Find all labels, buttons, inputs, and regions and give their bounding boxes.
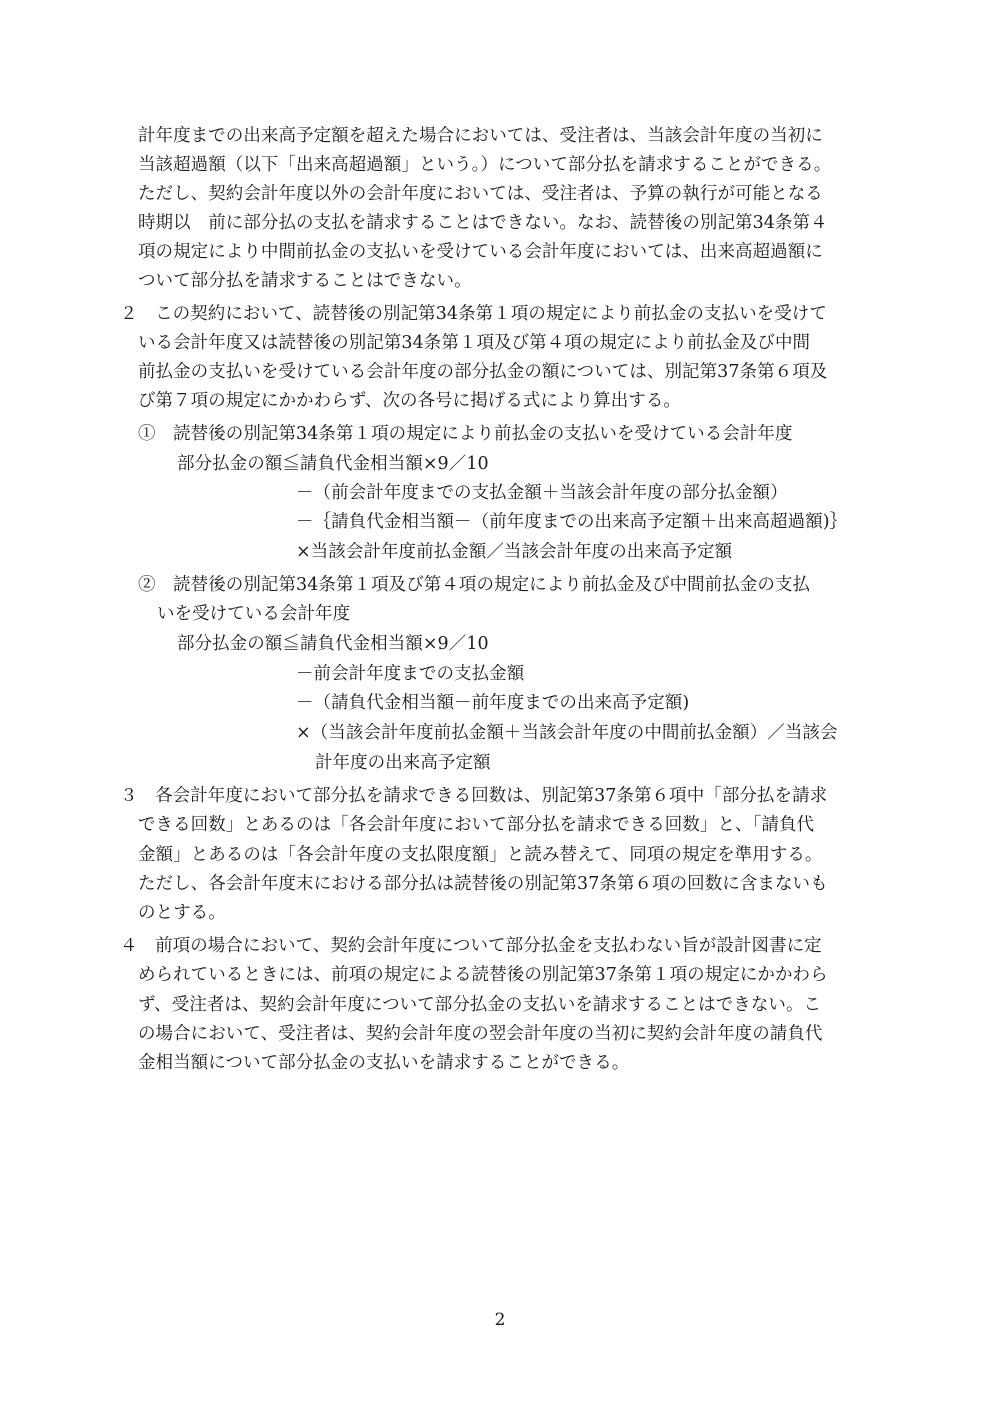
formula-line: 計年度の出来高予定額 bbox=[315, 753, 491, 773]
formula-line: －（請負代金相当額－前年度までの出来高予定額) bbox=[296, 693, 690, 713]
paragraph-line: 時期以 前に部分払の支払を請求することはできない。なお、読替後の別記第34条第４ bbox=[138, 213, 828, 233]
clause-2-heading-line: ２ この契約において、読替後の別記第34条第１項の規定により前払金の支払いを受けて bbox=[120, 304, 827, 324]
paragraph-line: 金相当額について部分払金の支払いを請求することができる。 bbox=[138, 1053, 630, 1073]
paragraph-line: 当該超過額（以下「出来高超過額」という。）について部分払を請求することができる。 bbox=[138, 155, 832, 175]
paragraph-line: ず、受注者は、契約会計年度について部分払金の支払いを請求することはできない。こ bbox=[138, 995, 822, 1015]
paragraph-line: ただし、各会計年度末における部分払は読替後の別記第37条第６項の回数に含まないも bbox=[138, 874, 828, 894]
formula-line: －（前会計年度までの支払金額＋当該会計年度の部分払金額） bbox=[296, 483, 788, 503]
paragraph-line: び第７項の規定にかかわらず、次の各号に掲げる式により算出する。 bbox=[138, 391, 681, 411]
item-2-title: ② 読替後の別記第34条第１項及び第４項の規定により前払金及び中間前払金の支払 bbox=[138, 575, 811, 595]
formula-line: 部分払金の額≦請負代金相当額×9／10 bbox=[177, 634, 489, 654]
formula-line: ×（当該会計年度前払金額＋当該会計年度の中間前払金額）／当該会 bbox=[296, 723, 838, 743]
paragraph-line: できる回数」とあるのは「各会計年度において部分払を請求できる回数」と、「請負代 bbox=[138, 815, 815, 835]
paragraph-line: ついて部分払を請求することはできない。 bbox=[138, 271, 472, 291]
paragraph-line: のとする。 bbox=[138, 903, 226, 923]
page-number: 2 bbox=[494, 1310, 506, 1330]
paragraph-line: いる会計年度又は読替後の別記第34条第１項及び第４項の規定により前払金及び中間 bbox=[138, 333, 811, 353]
clause-3-heading-line: ３ 各会計年度において部分払を請求できる回数は、別記第37条第６項中「部分払を請求 bbox=[120, 786, 828, 806]
paragraph-line: 前払金の支払いを受けている会計年度の部分払金の額については、別記第37条第６項及 bbox=[138, 362, 828, 382]
paragraph-line: ただし、契約会計年度以外の会計年度においては、受注者は、予算の執行が可能となる bbox=[138, 184, 823, 204]
formula-line: －前会計年度までの支払金額 bbox=[296, 664, 525, 684]
paragraph-line: められているときには、前項の規定による読替後の別記第37条第１項の規定にかかわら bbox=[138, 965, 828, 985]
paragraph-line: 計年度までの出来高予定額を超えた場合においては、受注者は、当該会計年度の当初に bbox=[138, 126, 823, 146]
item-1-title: ① 読替後の別記第34条第１項の規定により前払金の支払いを受けている会計年度 bbox=[138, 424, 793, 444]
item-2-title-cont: いを受けている会計年度 bbox=[157, 604, 351, 624]
clause-4-heading-line: ４ 前項の場合において、契約会計年度について部分払金を支払わない旨が設計図書に定 bbox=[120, 936, 822, 956]
formula-line: 部分払金の額≦請負代金相当額×9／10 bbox=[177, 454, 489, 474]
formula-line: ×当該会計年度前払金額／当該会計年度の出来高予定額 bbox=[296, 542, 733, 562]
paragraph-line: 項の規定により中間前払金の支払いを受けている会計年度においては、出来高超過額に bbox=[138, 242, 823, 262]
paragraph-line: 金額」とあるのは「各会計年度の支払限度額」と読み替えて、同項の規定を準用する。 bbox=[138, 845, 823, 865]
formula-line: －｛請負代金相当額－（前年度までの出来高予定額＋出来高超過額)｝ bbox=[296, 512, 848, 532]
paragraph-line: の場合において、受注者は、契約会計年度の翌会計年度の当初に契約会計年度の請負代 bbox=[138, 1024, 823, 1044]
